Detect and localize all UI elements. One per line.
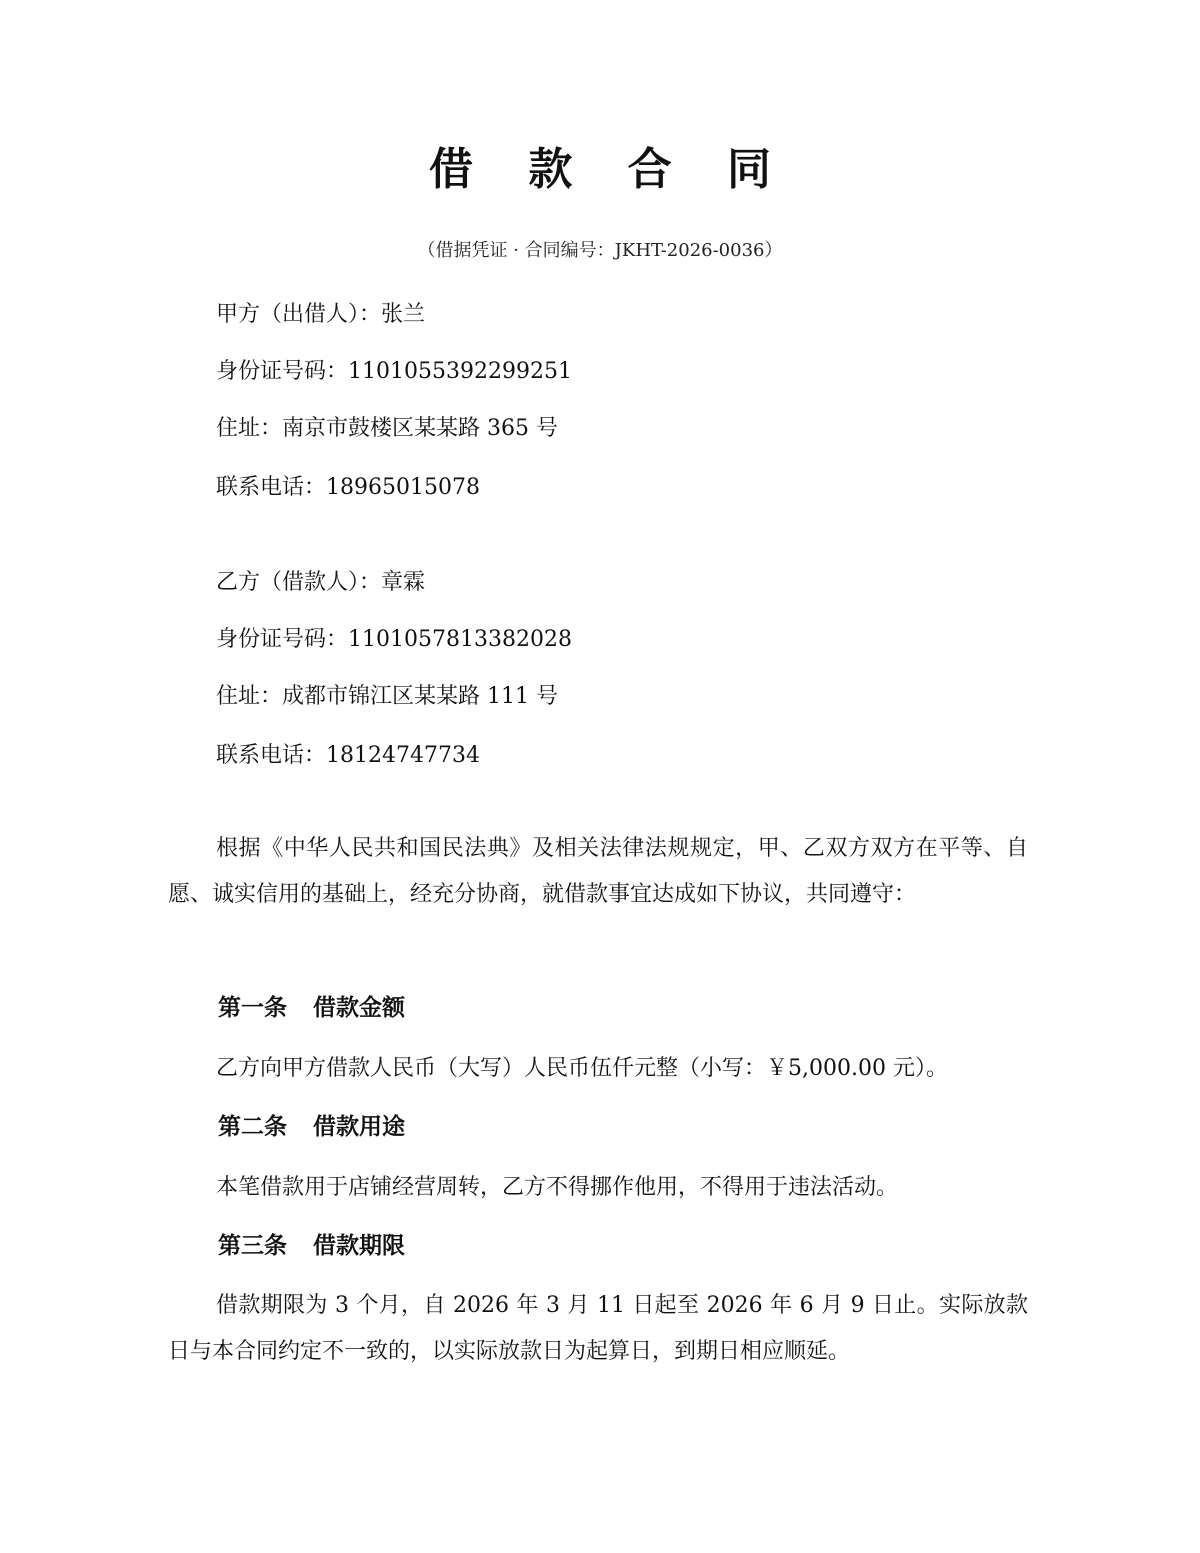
document-title: 借 款 合 同 [429,144,791,195]
article-1-body: 乙方向甲方借款人民币（大写）人民币伍仟元整（小写：￥5,000.00 元）。 [216,1056,948,1081]
party-a-phone: 联系电话：18965015078 [216,475,480,500]
article-2-body: 本笔借款用于店铺经营周转，乙方不得挪作他用，不得用于违法活动。 [216,1175,899,1200]
preamble-paragraph: 根据《中华人民共和国民法典》及相关法律法规规定，甲、乙双方双方在平等、自愿、诚实信用的基础上，经充分协商，就借款事宜达成如下协议，共同遵守： [168,836,1028,907]
article-2-heading [218,1112,405,1142]
article-3-body: 借款期限为 3 个月，自 2026 年 3 月 11 日起至 2026 年 6 月 9 日止。实际放款日与本合同约定不一致的，以实际放款日为起算日，到期日相应顺延。 [168,1293,1028,1364]
article-2-title: 借款用途 [313,1113,405,1140]
document-subtitle: （借据凭证 · 合同编号：JKHT-2026-0036） [417,240,783,261]
article-3-heading [218,1231,405,1261]
party-b-id: 身份证号码：1101057813382028 [216,627,572,652]
article-2-number: 第二条 [218,1113,287,1140]
article-1-title: 借款金额 [313,994,405,1021]
party-b-address: 住址：成都市锦江区某某路 111 号 [216,684,558,709]
party-a-id: 身份证号码：1101055392299251 [216,359,572,384]
party-a-name: 甲方（出借人）：张兰 [216,302,426,327]
party-b-name: 乙方（借款人）：章霖 [216,570,426,595]
article-1-heading [218,993,405,1023]
party-a-address: 住址：南京市鼓楼区某某路 365 号 [216,416,558,441]
article-1-number: 第一条 [218,994,287,1021]
party-b-phone: 联系电话：18124747734 [216,743,480,768]
article-3-title: 借款期限 [313,1232,405,1259]
article-3-number: 第三条 [218,1232,287,1259]
